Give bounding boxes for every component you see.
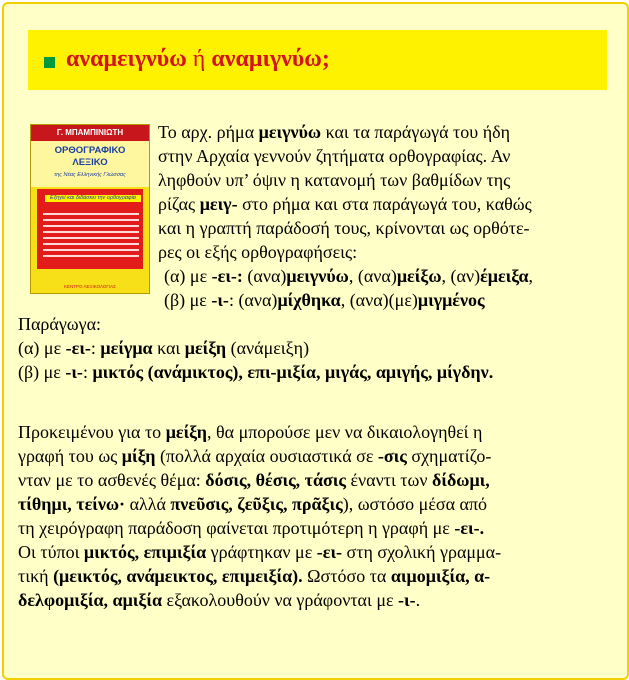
- p3-line-4: τίθημι, τείνω· αλλά πνεῦσις, ζεῦξις, πρᾶξις), ωστόσο μέσα από: [18, 494, 488, 514]
- p2-line-3: (β) με -ι-: μικτός (ανάμικτος), επι-μιξία, μιγάς, αμιγής, μίγδην.: [18, 362, 494, 382]
- book-blurb-lines: [43, 213, 139, 261]
- p3-line-5: τη χειρόγραφη παράδοση φαίνεται προτιμότερη η γραφή με -ει-.: [18, 518, 485, 538]
- header-bar: [28, 30, 607, 90]
- title-term-2: αναμιγνύω;: [211, 46, 330, 72]
- p3-line-1: Προκειμένου για το μείξη, θα μπορούσε μεν να δικαιολογηθεί η: [18, 422, 483, 442]
- book-publisher: ΚΕΝΤΡΟ ΛΕΞΙΚΟΛΟΓΙΑΣ: [31, 281, 149, 293]
- title-term-1: αναμειγνύω: [66, 46, 187, 72]
- p1-line-6: ρες οι εξής ορθογραφήσεις:: [158, 242, 358, 262]
- p2-line-2: (α) με -ει-: μείγμα και μείξη (ανάμειξη): [18, 338, 310, 358]
- book-tagline: Εξηγεί και διδάσκει την ορθογραφία: [45, 195, 141, 202]
- p1-line-5: και η γραπτή παράδοσή τους, κρίνονται ως ορθότε-: [158, 218, 530, 238]
- book-subtitle: της Νέας Ελληνικής Γλώσσας: [54, 172, 126, 178]
- p3-line-3: νταν με το ασθενές θέμα: δόσις, θέσις, τάσις έναντι των δίδωμι,: [18, 470, 490, 490]
- dictionary-cover-image: [30, 124, 150, 294]
- p3-line-8: δελφομιξία, αμιξία εξακολουθούν να γράφονται με -ι-.: [18, 590, 421, 610]
- p2-line-1: Παράγωγα:: [18, 314, 102, 334]
- book-author: Γ. ΜΠΑΜΠΙΝΙΩΤΗ: [31, 125, 149, 141]
- square-bullet-icon: [44, 57, 55, 68]
- p3-line-2: γραφή του ως μίξη (πολλά αρχαία ουσιαστικά σε -σις σχηματίζο-: [18, 446, 492, 466]
- p1-line-4: ρίζας μειγ- στο ρήμα και στα παράγωγά του, καθώς: [158, 194, 532, 214]
- p3-line-7: τική (μεικτός, ανάμεικτος, επιμειξία). Ωστόσο τα αιμομιξία, α-: [18, 566, 491, 586]
- p1-line-1: Το αρχ. ρήμα μειγνύω και τα παράγωγά του ήδη: [158, 122, 510, 142]
- title-conjunction: ή: [192, 46, 206, 72]
- content-box: [2, 2, 629, 680]
- p1-line-7: (α) με -ει-: (ανα)μειγνύω, (ανα)μείξω, (αν)έμειξα,: [164, 266, 534, 286]
- p1-line-3: ληφθούν υπ’ όψιν η κατανομή των βαθμίδων της: [158, 170, 511, 190]
- p3-line-6: Οι τύποι μικτός, επιμιξία γράφτηκαν με -ει- στη σχολική γραμμα-: [18, 542, 502, 562]
- p1-line-2: στην Αρχαία γεννούν ζητήματα ορθογραφίας. Αν: [158, 146, 511, 166]
- p1-line-8: (β) με -ι-: (ανα)μίχθηκα, (ανα)(με)μιγμένος: [164, 290, 485, 310]
- page-title: [66, 44, 330, 74]
- book-title: ΟΡΘΟΓΡΑΦΙΚΟ ΛΕΞΙΚΟ: [54, 145, 126, 168]
